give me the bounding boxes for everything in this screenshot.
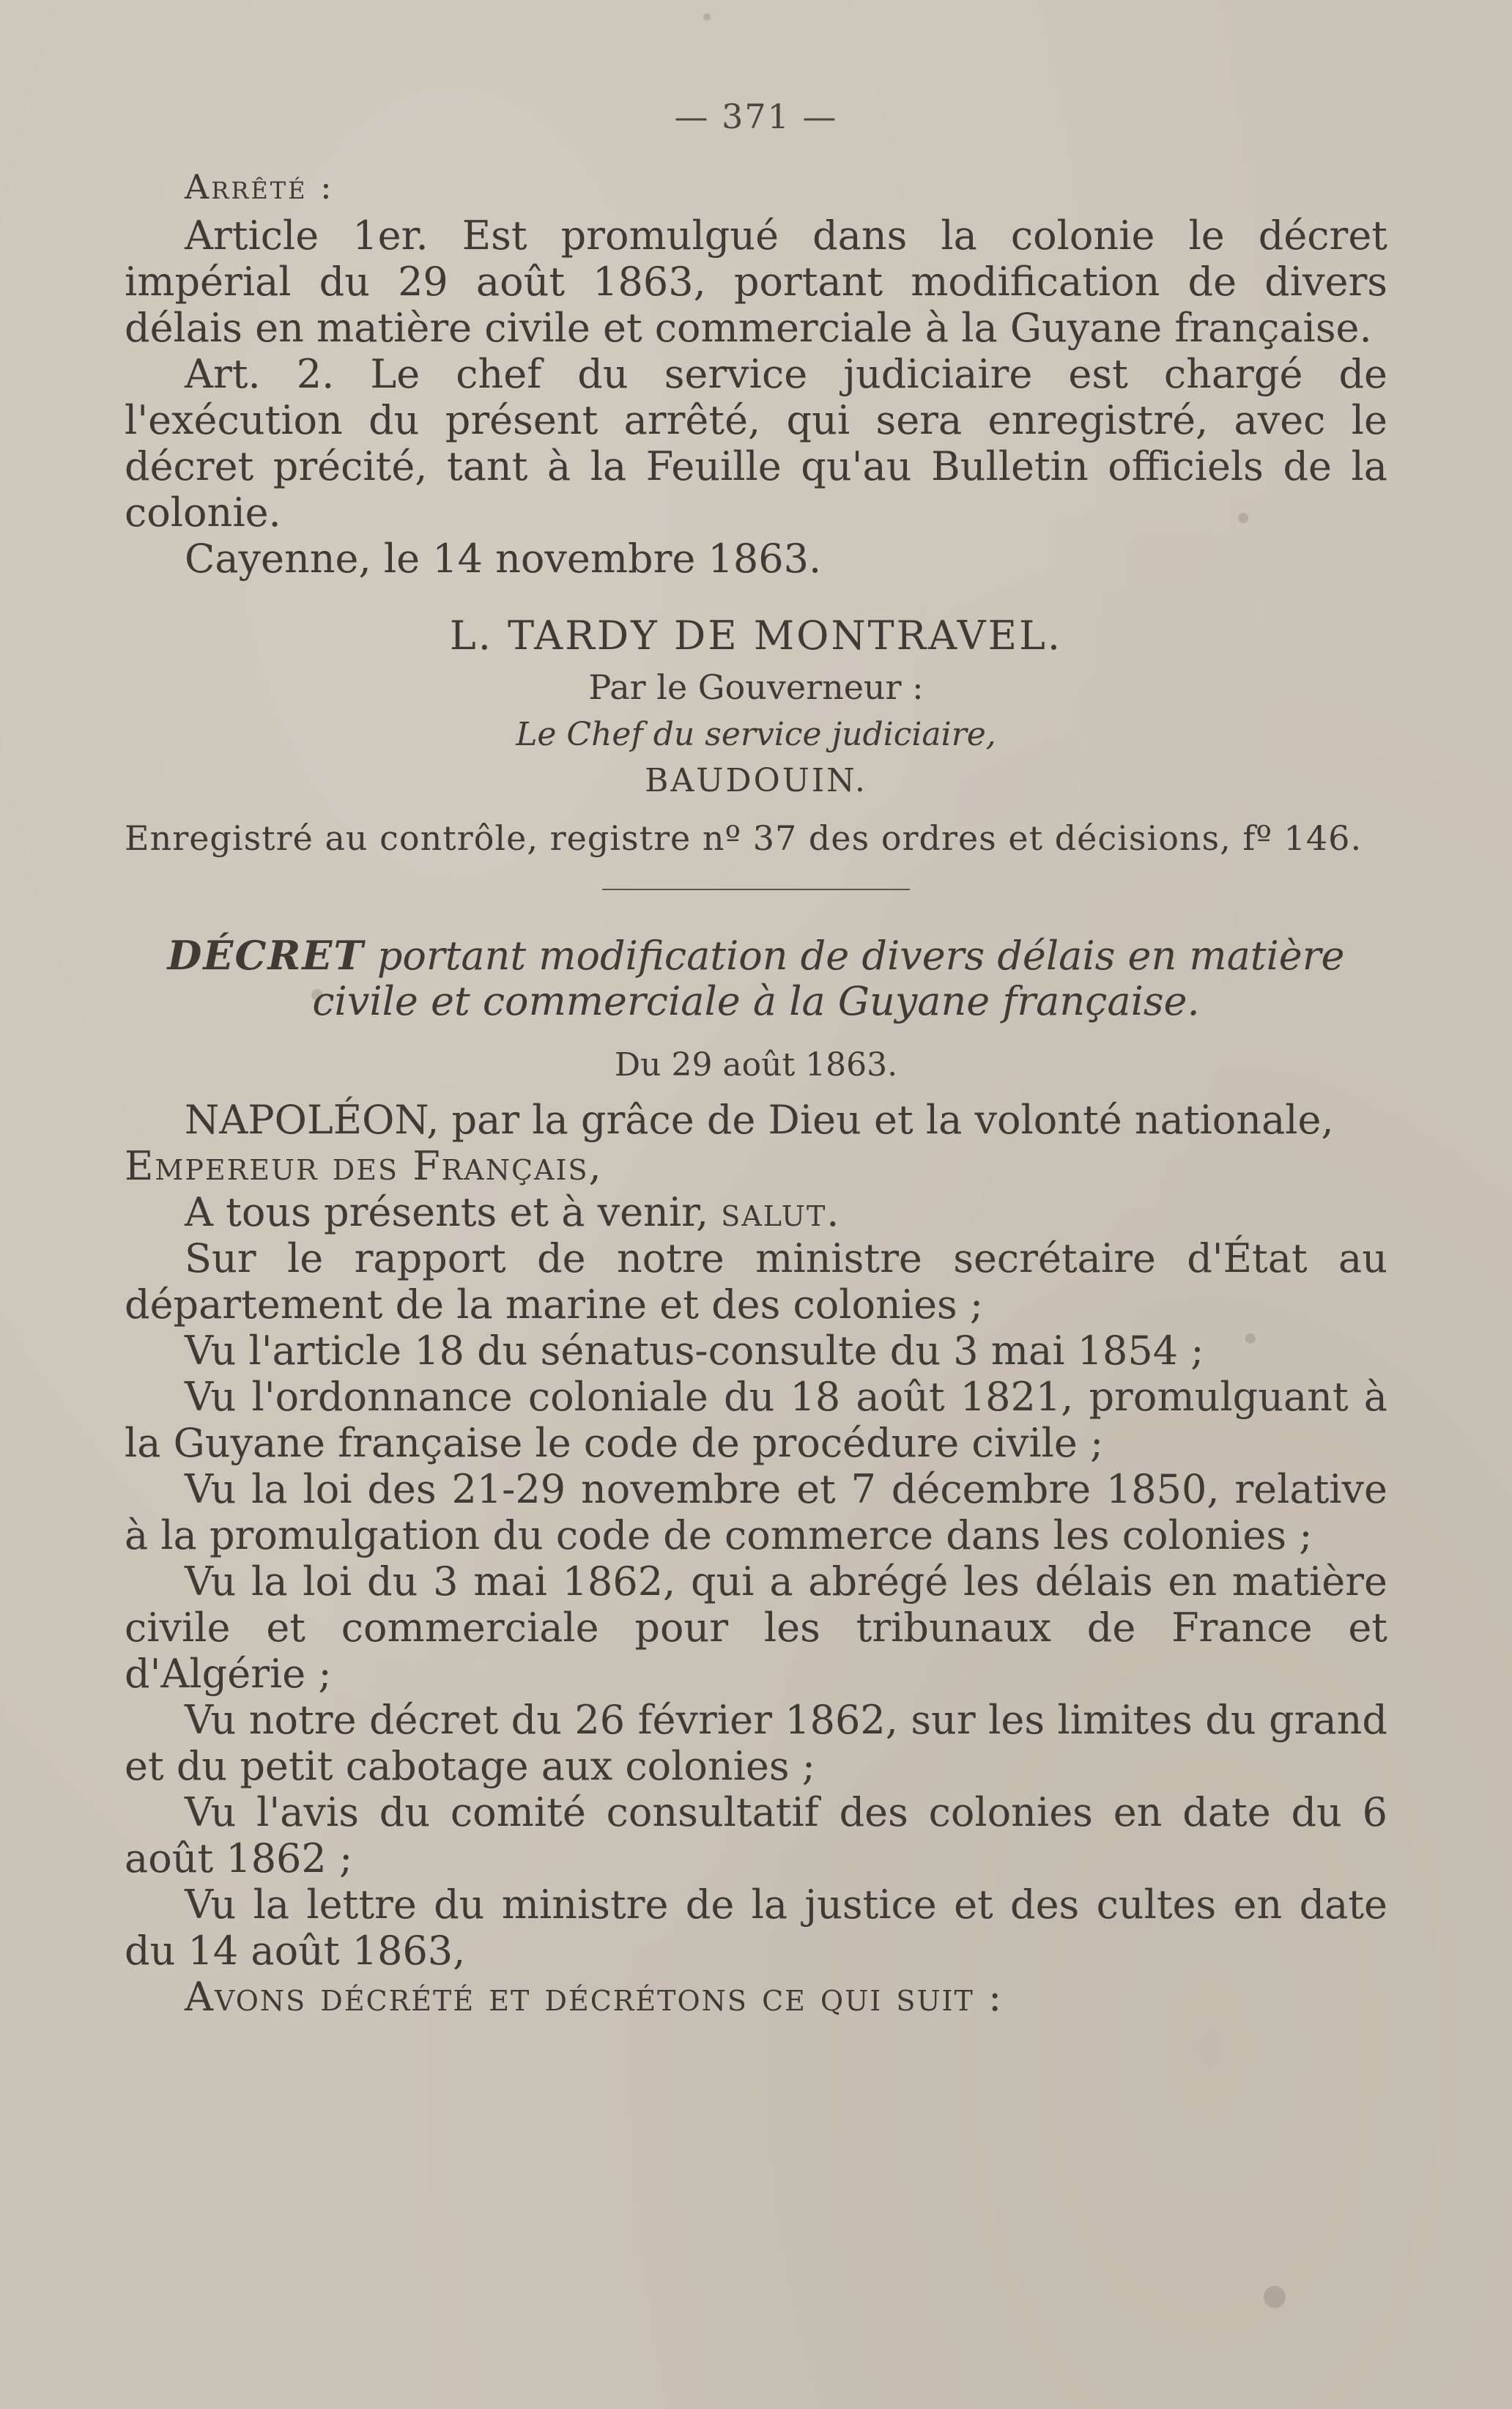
- official-name: BAUDOUIN.: [645, 762, 867, 799]
- section-divider: [602, 889, 910, 890]
- visa-1: Vu l'article 18 du sénatus-consulte du 3 mai 1854 ;: [185, 1328, 1204, 1374]
- arrete-heading: Arrêté :: [185, 167, 334, 207]
- article-1: Article 1er. Est promulgué dans la colonie le décret impérial du 29 août 1863, portant modification de divers délais en matière civile et commerciale à la Guyane française.: [125, 212, 1387, 351]
- registration-note: Enregistré au contrôle, registre nº 37 des ordres et décisions, fº 146.: [125, 818, 1363, 858]
- paper-spot: [703, 13, 711, 21]
- paper-spot: [311, 989, 323, 1001]
- by-governor-line: Par le Gouverneur :: [588, 667, 924, 707]
- preamble-line-2: Empereur des Français,: [125, 1143, 603, 1189]
- enacting-clause: Avons décrété et décrétons ce qui suit :: [185, 1974, 1004, 2020]
- visa-5: Vu notre décret du 26 février 1862, sur les limites du grand et du petit cabotage aux colonies ;: [125, 1697, 1387, 1789]
- official-title: Le Chef du service judiciaire,: [516, 716, 996, 753]
- decree-title-lead: DÉCRET: [167, 932, 365, 979]
- place-date: Cayenne, le 14 novembre 1863.: [185, 536, 822, 582]
- visa-4: Vu la loi du 3 mai 1862, qui a abrégé les délais en matière civile et commerciale pour les tribunaux de France et d'Algérie ;: [125, 1558, 1387, 1697]
- page-number: — 371 —: [674, 97, 838, 136]
- rapport-paragraph: Sur le rapport de notre ministre secrétaire d'État au département de la marine et des colonies ;: [125, 1235, 1387, 1328]
- preamble-emperor: [125, 1097, 1387, 1189]
- article-2: Art. 2. Le chef du service judiciaire est chargé de l'exécution du présent arrêté, qui sera enregistré, avec le décret précité, tant à la Feuille qu'au Bulletin officiels de la colonie.: [125, 351, 1387, 536]
- salut-line: [125, 1189, 1387, 1235]
- decree-title: [125, 933, 1387, 1024]
- visa-6: Vu l'avis du comité consultatif des colonies en date du 6 août 1862 ;: [125, 1789, 1387, 1881]
- paper-spot: [1264, 2286, 1286, 2308]
- paper-spot: [1245, 1333, 1256, 1344]
- paper-spot: [1238, 513, 1248, 523]
- decree-title-rest: portant modification de divers délais en matière civile et commerciale à la Guyane française.: [312, 933, 1345, 1024]
- visa-3: Vu la loi des 21-29 novembre et 7 décembre 1850, relative à la promulgation du code de commerce dans les colonies ;: [125, 1466, 1387, 1558]
- salut-text: A tous présents et à venir,: [185, 1189, 722, 1235]
- preamble-line-1: NAPOLÉON, par la grâce de Dieu et la volonté nationale,: [185, 1097, 1334, 1143]
- decree-date: Du 29 août 1863.: [614, 1046, 898, 1084]
- signatory-name: L. TARDY DE MONTRAVEL.: [449, 613, 1063, 659]
- visa-2: Vu l'ordonnance coloniale du 18 août 1821, promulguant à la Guyane française le code de procédure civile ;: [125, 1374, 1387, 1466]
- visa-7: Vu la lettre du ministre de la justice et des cultes en date du 14 août 1863,: [125, 1881, 1387, 1974]
- salut-word: salut.: [721, 1189, 841, 1235]
